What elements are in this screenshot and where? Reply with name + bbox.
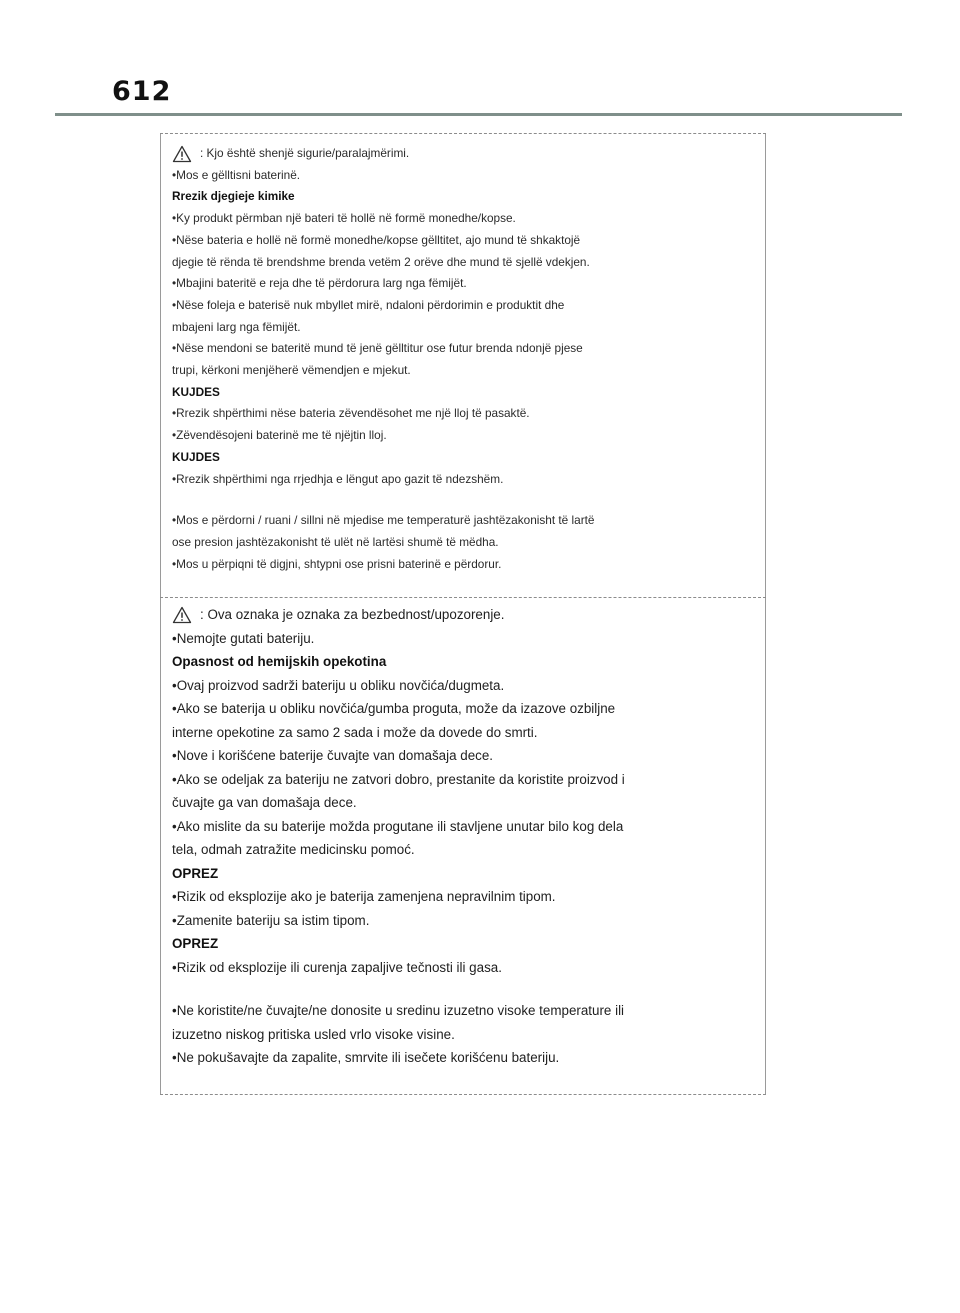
albanian-heading: Rrezik djegieje kimike bbox=[172, 189, 295, 204]
serbian-line: •Ne pokušavajte da zapalite, smrvite ili isečete korišćenu bateriju. bbox=[172, 1050, 560, 1065]
albanian-line: •Nëse foleja e baterisë nuk mbyllet mirë, ndaloni përdorimin e produktit dhe bbox=[172, 297, 565, 312]
albanian-warning-line bbox=[172, 143, 757, 165]
albanian-line: •Mbajini bateritë e reja dhe të përdorura larg nga fëmijët. bbox=[172, 276, 467, 291]
serbian-line: •Ne koristite/ne čuvajte/ne donosite u sredinu izuzetno visoke temperature ili bbox=[172, 1003, 625, 1018]
section-divider-dashed-rule bbox=[160, 597, 766, 598]
albanian-safety-notice bbox=[172, 143, 757, 575]
serbian-line: •Nove i korišćene baterije čuvajte van domašaja dece. bbox=[172, 748, 494, 763]
serbian-line: čuvajte ga van domašaja dece. bbox=[172, 795, 357, 810]
albanian-heading: KUJDES bbox=[172, 449, 220, 464]
albanian-line: •Zëvendësojeni baterinë me të njëjtin lloj. bbox=[172, 428, 387, 443]
page-number: 612 bbox=[112, 76, 172, 107]
serbian-warning-text: : Ova oznaka je oznaka za bezbednost/upozorenje. bbox=[200, 607, 505, 622]
albanian-line: mbajeni larg nga fëmijët. bbox=[172, 319, 301, 334]
albanian-line: ose presion jashtëzakonisht të ulët në lartësi shumë të mëdha. bbox=[172, 534, 499, 549]
frame-top-dashed-rule bbox=[160, 133, 766, 134]
albanian-line: •Rrezik shpërthimi nëse bateria zëvendësohet me një lloj të pasaktë. bbox=[172, 406, 530, 421]
frame-bottom-dashed-rule bbox=[160, 1094, 766, 1095]
albanian-line: •Ky produkt përmban një bateri të hollë në formë monedhe/kopse. bbox=[172, 211, 516, 226]
serbian-warning-line bbox=[172, 603, 757, 627]
serbian-line: •Rizik od eksplozije ili curenja zapaljive tečnosti ili gasa. bbox=[172, 959, 502, 975]
albanian-line: •Mos e gëlltisni baterinë. bbox=[172, 167, 301, 182]
albanian-heading: KUJDES bbox=[172, 384, 220, 399]
serbian-line: •Ovaj proizvod sadrži bateriju u obliku novčića/dugmeta. bbox=[172, 677, 505, 693]
albanian-line: •Mos e përdorni / ruani / sillni në mjedise me temperaturë jashtëzakonisht të lartë bbox=[172, 513, 595, 528]
serbian-heading: Opasnost od hemijskih opekotina bbox=[172, 654, 387, 669]
serbian-line: •Ako mislite da su baterije možda progutane ili stavljene unutar bilo kog dela bbox=[172, 818, 624, 834]
albanian-line: •Nëse mendoni se bateritë mund të jenë gëlltitur ose futur brenda ndonjë pjese bbox=[172, 341, 583, 356]
serbian-line: •Zamenite bateriju sa istim tipom. bbox=[172, 912, 370, 928]
albanian-line: •Mos u përpiqni të digjni, shtypni ose prisni baterinë e përdorur. bbox=[172, 556, 502, 571]
albanian-warning-text: : Kjo është shenjë sigurie/paralajmërimi. bbox=[200, 146, 410, 160]
serbian-line: izuzetno niskog pritiska usled vrlo visoke visine. bbox=[172, 1026, 455, 1042]
warning-triangle-icon bbox=[172, 606, 192, 624]
albanian-line: •Rrezik shpërthimi nga rrjedhja e lëngut apo gazit të ndezshëm. bbox=[172, 471, 504, 486]
albanian-line: djegie të rënda të brendshme brenda vetëm 2 orëve dhe mund të sjellë vdekjen. bbox=[172, 254, 590, 269]
serbian-line: tela, odmah zatražite medicinsku pomoć. bbox=[172, 842, 415, 857]
serbian-line: •Ako se baterija u obliku novčića/gumba proguta, može da izazove ozbiljne bbox=[172, 701, 616, 716]
serbian-line: •Rizik od eksplozije ako je baterija zamenjena nepravilnim tipom. bbox=[172, 889, 556, 904]
serbian-heading: OPREZ bbox=[172, 865, 219, 881]
serbian-line: •Ako se odeljak za bateriju ne zatvori dobro, prestanite da koristite proizvod i bbox=[172, 771, 625, 787]
albanian-line: trupi, kërkoni menjëherë vëmendjen e mjekut. bbox=[172, 363, 411, 378]
albanian-line: •Nëse bateria e hollë në formë monedhe/kopse gëlltitet, ajo mund të shkaktojë bbox=[172, 232, 581, 247]
header-rule bbox=[55, 113, 902, 116]
warning-triangle-icon bbox=[172, 145, 192, 163]
serbian-safety-notice bbox=[172, 603, 757, 1070]
serbian-line: •Nemojte gutati bateriju. bbox=[172, 630, 315, 646]
serbian-line: interne opekotine za samo 2 sada i može da dovede do smrti. bbox=[172, 724, 538, 740]
serbian-heading: OPREZ bbox=[172, 936, 219, 951]
